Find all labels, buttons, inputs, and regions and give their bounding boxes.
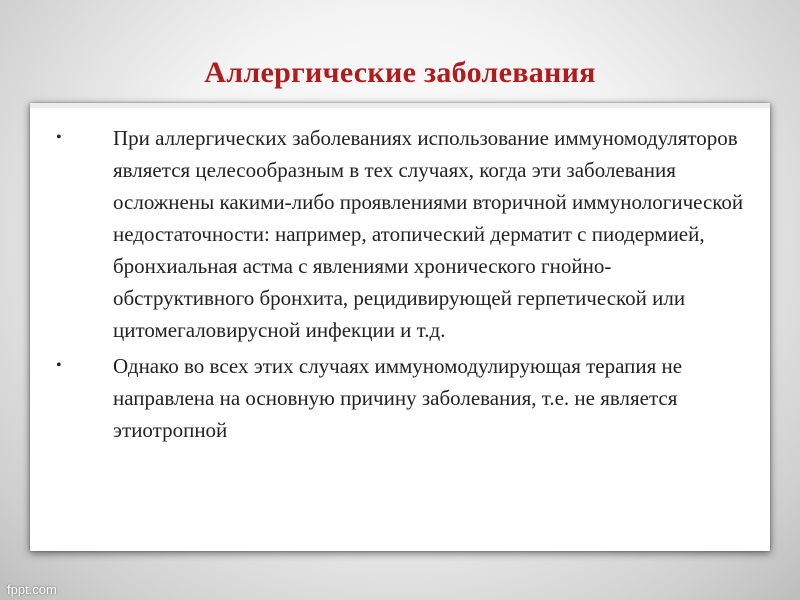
bullet-item [56, 122, 750, 346]
bullet-item [56, 350, 750, 446]
bullet-marker: • [56, 129, 62, 146]
bullet-marker: • [56, 357, 62, 374]
slide-title: Аллергические заболевания [204, 56, 596, 89]
content-box [30, 103, 770, 551]
bullet-list [30, 108, 770, 446]
watermark: fppt.com [7, 582, 57, 597]
bullet-text: Однако во всех этих случаях иммуномодулирующая терапия не направлена на основную причину заболевания, т.е. не является этиотропной [113, 354, 683, 442]
bullet-text: При аллергических заболеваниях использование иммуномодуляторов является целесообразным в тех случаях, когда эти заболевания осложнены какими-либо проявлениями вторичной иммунологической недостаточности: например, атопический дерматит с пиодермией, бронхиальная астма с явлениями хронического гнойно-обструктивного бронхита, рецидивирующей герпетической или цитомегаловирусной инфекции и т.д. [113, 126, 744, 342]
